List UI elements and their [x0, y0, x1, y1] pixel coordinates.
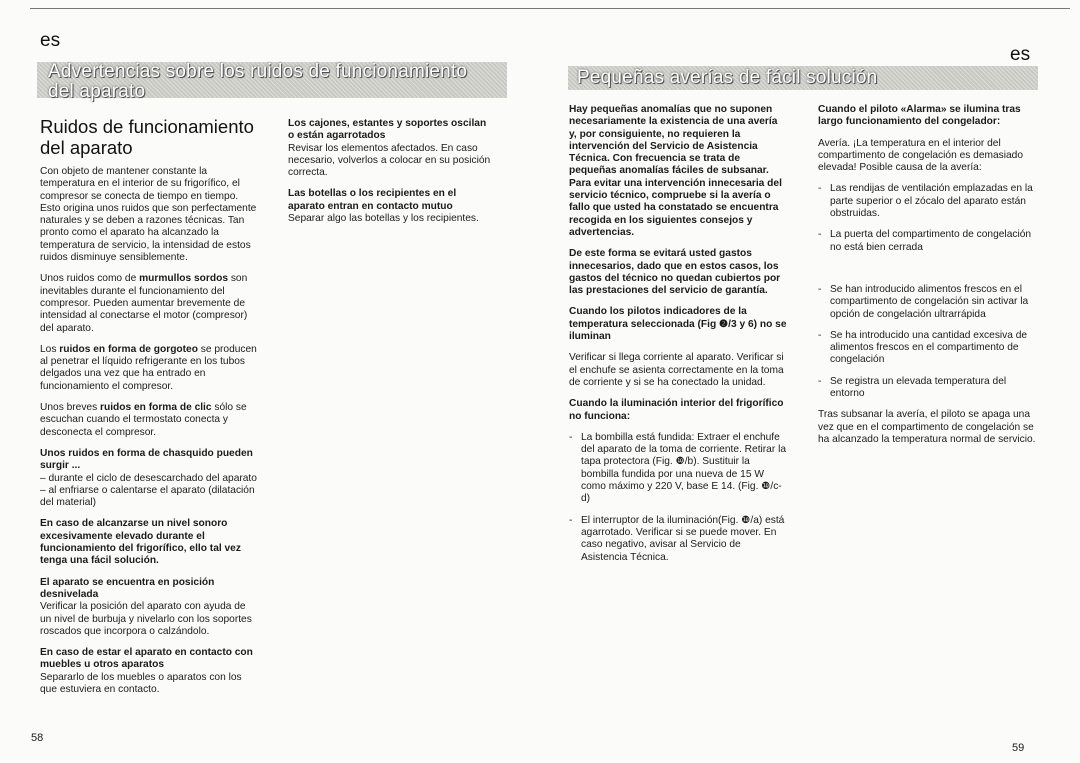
drawers-paragraph: [288, 118, 493, 179]
page-number-right: 59: [1012, 742, 1025, 754]
murmur-paragraph: [40, 273, 258, 334]
intro-paragraph: Hay pequeñas anomalías que no suponen necesariamente la existencia de una avería y, por consiguiente, no requieren la intervención del Servicio de Asistencia Técnica. Con frecuencia se trata de pequeñas anomalías fáciles de subsanar. Para evitar una intervención innecesaria del servicio técnico, compruebe si la avería o fallo que usted ha constatado se encuentra recogida en los siguientes consejos y advertencias.: [569, 104, 782, 238]
text: sólo se escuchan cuando el termostato conecta y desconecta el compresor.: [40, 402, 247, 438]
bold-subheading: En caso de estar el aparato en contacto con muebles u otros aparatos: [40, 647, 253, 671]
costs-paragraph: De este forma se evitará usted gastos innecesarios, dado que en estos casos, los gastos del técnico no quedan cubiertos por las prestaciones del servicio de garantía.: [569, 248, 781, 297]
list-item: - El interruptor de la iluminación(Fig. ❿/a) está agarrotado. Verificar si se puede mover. En caso negativo, avisar al Servicio de Asistencia Técnica.: [569, 515, 787, 564]
bold-subheading: Los cajones, estantes y soportes oscilan o están agarrotados: [288, 118, 487, 142]
language-label-left: es: [40, 30, 61, 51]
bold-term: ruidos en forma de gorgoteo: [59, 343, 198, 355]
column-3: [569, 104, 787, 573]
text: son inevitables durante el funcionamiento del compresor. Pueden aumentar brevemente de intensidad al conectarse el motor (compresor) del aparato.: [40, 273, 248, 334]
section-heading: [40, 116, 258, 158]
list-item: - Las rendijas de ventilación emplazadas en la parte superior o el zócalo del aparato están obstruidas.: [818, 183, 1036, 220]
body-text: Revisar los elementos afectados. En caso necesario, volverlos a colocar en su posición correcta.: [288, 142, 491, 179]
intro-paragraph: Con objeto de mantener constante la temperatura en el interior de su frigorífico, el compresor se conecta de tiempo en tiempo. Esto origina unos ruidos que son perfectamente naturales y se deben a razones técnicas. Tan pronto como el aparato ha alcanzado la temperatura de servicio, la intensidad de estos ruidos disminuye sensiblemente.: [40, 166, 257, 264]
heading-line2: del aparato: [40, 137, 133, 158]
text: Unos breves: [40, 402, 101, 414]
list-item: - Se registra un elevada temperatura del entorno: [818, 376, 1036, 401]
banner-left-line1: Advertencias sobre los ruidos de funcionamiento: [48, 61, 468, 82]
gurgle-paragraph: [40, 344, 258, 393]
lighting-subheading: Cuando la iluminación interior del frigorífico no funciona:: [569, 398, 784, 422]
column-4: [818, 104, 1036, 455]
section-banner-right-title: Pequeñas averías de fácil solución: [577, 67, 878, 88]
text: se producen al penetrar el líquido refrigerante en los tubos delgados una vez que ha entrado en funcionamiento el compresor.: [40, 343, 257, 392]
page-number-left: 58: [31, 732, 44, 744]
bold-subheading: Unos ruidos en forma de chasquido pueden surgir ...: [40, 447, 253, 472]
body-text: Verificar la posición del aparato con ayuda de un nivel de burbuja y nivelarlo con los soportes roscados que incorpora o calzándolo.: [40, 601, 252, 637]
top-rule: [30, 8, 1070, 9]
language-label-right: es: [1010, 44, 1031, 65]
lighting-list: [569, 432, 787, 564]
pilots-paragraph: [569, 306, 787, 389]
body-text: Separarlo de los muebles o aparatos con los que estuviera en contacto.: [40, 671, 242, 695]
bold-term: murmullos sordos: [139, 273, 228, 285]
body-text: Verificar si llega corriente al aparato. Verificar si el enchufe se asienta correctamente en la toma de corriente y si se ha conectado la unidad.: [569, 352, 784, 388]
unlevel-paragraph: [40, 577, 258, 638]
alarm-subheading: Cuando el piloto «Alarma» se ilumina tras largo funcionamiento del congelador:: [818, 104, 1021, 128]
excessive-noise-paragraph: En caso de alcanzarse un nivel sonoro excesivamente elevado durante el funcionamiento del frigorífico, ello tal vez tenga una fácil solución.: [40, 518, 241, 567]
text: Unos ruidos como de: [40, 273, 140, 285]
heading-line1: Ruidos de funcionamiento: [40, 116, 254, 137]
section-banner-left-title: [48, 62, 467, 102]
bold-term: ruidos en forma de clic: [100, 402, 212, 414]
body-text: Separar algo las botellas y los recipientes.: [288, 213, 479, 225]
fault-paragraph: Avería. ¡La temperatura en el interior del compartimento de congelación es demasiado elevada! Posible causa de la avería:: [818, 137, 1024, 174]
list-item: - La puerta del compartimento de congelación no está bien cerrada: [818, 229, 1036, 254]
bold-subheading: Las botellas o los recipientes en el aparato entran en contacto mutuo: [288, 188, 457, 212]
bold-subheading: Cuando los pilotos indicadores de la temperatura seleccionada (Fig ❷/3 y 6) no se iluminan: [569, 306, 787, 343]
list-line: – al enfriarse o calentarse el aparato (dilatación del material): [40, 484, 255, 509]
list-item: - La bombilla está fundida: Extraer el enchufe del aparato de la toma de corriente. Retirar la tapa protectora (Fig. ❿/b). Sustituir la bombilla fundida por una nueva de 15 W como máximo y 220 V, base E 14. (Fig. ❿/c-d): [569, 432, 787, 506]
contact-paragraph: [40, 647, 258, 696]
text: Los: [40, 343, 60, 355]
banner-left-line2: del aparato: [48, 81, 146, 102]
crackle-paragraph: [40, 448, 258, 509]
column-2: [288, 118, 493, 234]
list-item: - Se han introducido alimentos frescos en el compartimento de congelación sin activar la opción de congelación ultrarrápida: [818, 284, 1036, 321]
causes-list: [818, 183, 1036, 400]
list-line: – durante el ciclo de desescarchado del aparato: [40, 472, 257, 484]
bold-subheading: El aparato se encuentra en posición desnivelada: [40, 576, 215, 600]
resolution-paragraph: Tras subsanar la avería, el piloto se apaga una vez que en el compartimento de congelación se ha alcanzado la temperatura normal de servicio.: [818, 409, 1036, 445]
list-item: - Se ha introducido una cantidad excesiva de alimentos frescos en el compartimento de congelación: [818, 330, 1036, 367]
click-paragraph: [40, 402, 258, 439]
bottles-paragraph: [288, 188, 493, 225]
column-1: [40, 116, 258, 705]
